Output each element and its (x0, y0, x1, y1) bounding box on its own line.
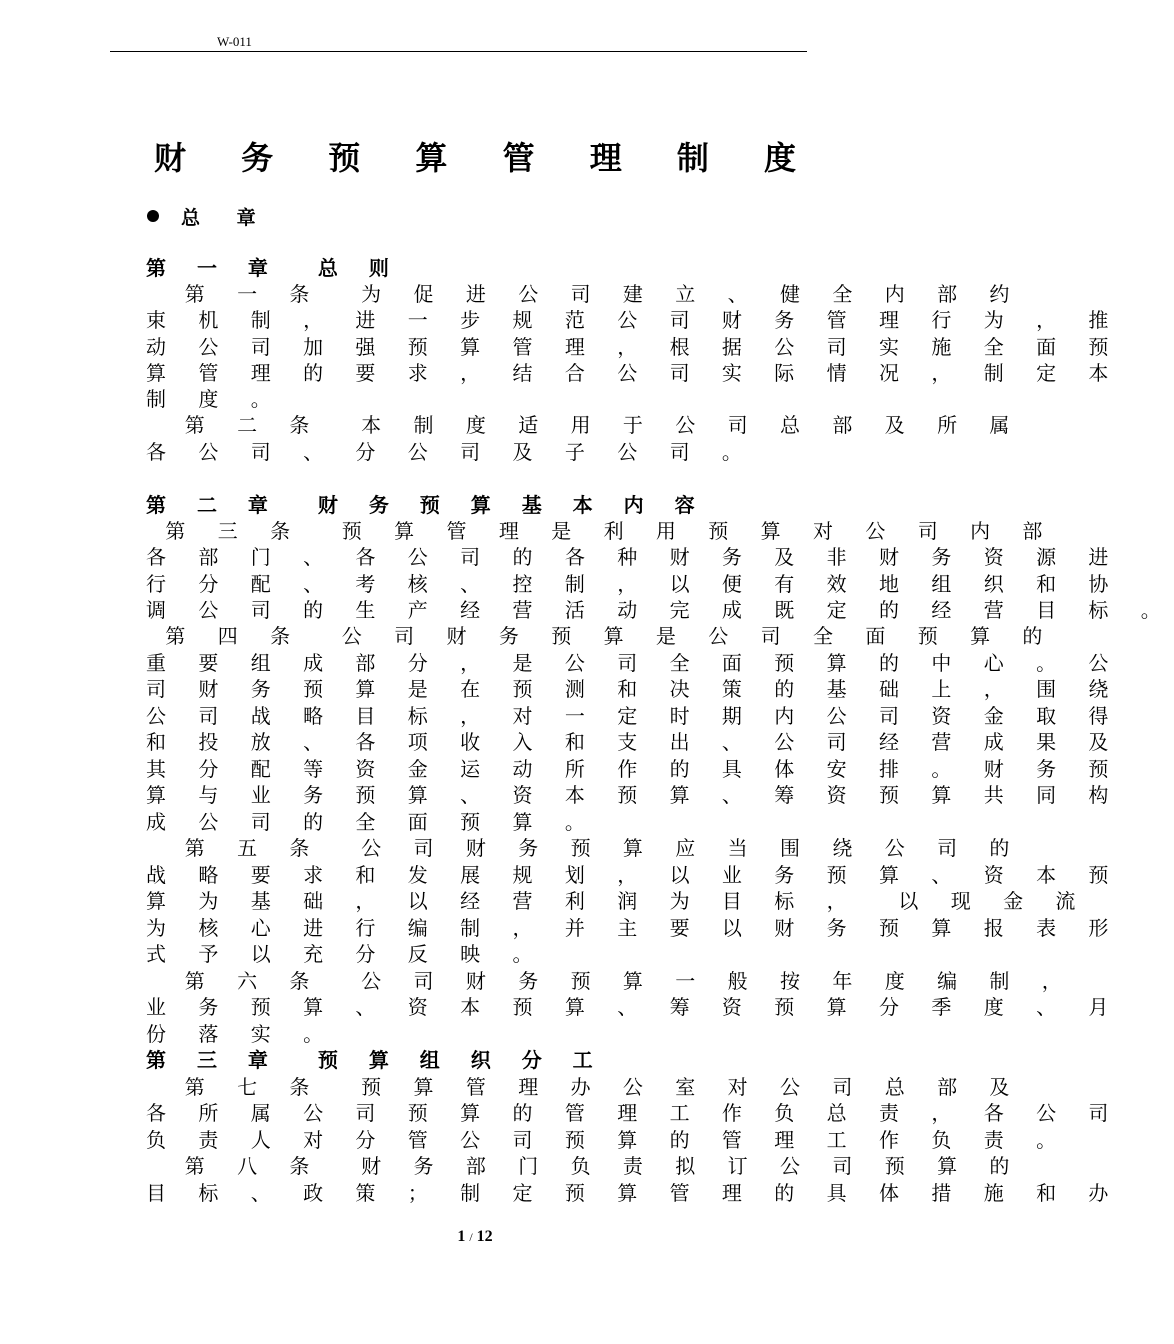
body-line: 第 五 条 公 司 财 务 预 算 应 当 围 绕 公 司 的 (146, 836, 1023, 860)
body-line: 第 六 条 公 司 财 务 预 算 一 般 按 年 度 编 制 ， (146, 969, 1075, 993)
body-line: 各 部 门 、 各 公 司 的 各 种 财 务 及 非 财 务 资 源 进 (146, 545, 1122, 569)
body-line: 第 三 条 预 算 管 理 是 利 用 预 算 对 公 司 内 部 (146, 519, 1056, 543)
body-line: 重 要 组 成 部 分 ， 是 公 司 全 面 预 算 的 中 心 。 公 (146, 651, 1122, 675)
body-line: 第 二 条 本 制 度 适 用 于 公 司 总 部 及 所 属 (146, 413, 1023, 437)
header-rule (110, 51, 807, 52)
body-line: 各 公 司 、 分 公 司 及 子 公 司 。 (146, 440, 755, 464)
body-line: 各 所 属 公 司 预 算 的 管 理 工 作 负 总 责 ， 各 公 司 (146, 1101, 1122, 1125)
body-line: 第 四 条 公 司 财 务 预 算 是 公 司 全 面 预 算 的 (146, 624, 1056, 648)
page-separator: / (469, 1230, 473, 1244)
body-line: 束 机 制 ， 进 一 步 规 范 公 司 财 务 管 理 行 为 ， 推 (146, 308, 1122, 332)
body-line: 第 一 条 为 促 进 公 司 建 立 、 健 全 内 部 约 (146, 282, 1023, 306)
body-line: 算 与 业 务 预 算 、 资 本 预 算 、 筹 资 预 算 共 同 构 (146, 783, 1122, 807)
body-line: 成 公 司 的 全 面 预 算 。 (146, 810, 598, 834)
body-line: 份 落 实 。 (146, 1022, 337, 1046)
body-line: 为 核 心 进 行 编 制 ， 并 主 要 以 财 务 预 算 报 表 形 (146, 916, 1122, 940)
current-page: 1 (457, 1228, 466, 1245)
body-line: 业 务 预 算 、 资 本 预 算 、 筹 资 预 算 分 季 度 、 月 (146, 995, 1122, 1019)
page-title: 财 务 预 算 管 理 制 度 (154, 139, 818, 177)
body-line: 公 司 战 略 目 标 ， 对 一 定 时 期 内 公 司 资 金 取 得 (146, 704, 1122, 728)
body-line: 目 标 、 政 策 ； 制 定 预 算 管 理 的 具 体 措 施 和 办 (146, 1181, 1122, 1205)
body-line: 算 管 理 的 要 求 ， 结 合 公 司 实 际 情 况 ， 制 定 本 (146, 361, 1122, 385)
body-line: 行 分 配 、 考 核 、 控 制 ， 以 便 有 效 地 组 织 和 协 (146, 572, 1122, 596)
body-line: 战 略 要 求 和 发 展 规 划 ， 以 业 务 预 算 、 资 本 预 (146, 863, 1122, 887)
page-number (0, 1228, 950, 1246)
section-bullet-label: 总 章 (181, 207, 271, 229)
total-pages: 12 (476, 1228, 493, 1245)
body-line: 第 八 条 财 务 部 门 负 责 拟 订 公 司 预 算 的 (146, 1154, 1023, 1178)
body-line: 第 七 条 预 算 管 理 办 公 室 对 公 司 总 部 及 (146, 1075, 1023, 1099)
body-line: 司 财 务 预 算 是 在 预 测 和 决 策 的 基 础 上 ， 围 绕 (146, 677, 1122, 701)
body-line: 负 责 人 对 分 管 公 司 预 算 的 管 理 工 作 负 责 。 (146, 1128, 1070, 1152)
bullet-dot-icon (147, 210, 159, 222)
chapter-2-heading: 第 二 章 财 务 预 算 基 本 内 容 (146, 493, 707, 517)
body-line: 调 公 司 的 生 产 经 营 活 动 完 成 既 定 的 经 营 目 标 。 (146, 598, 1174, 622)
body-line: 式 予 以 充 分 反 映 。 (146, 942, 546, 966)
document-code: W-011 (217, 34, 252, 49)
body-line: 制 度 。 (146, 387, 284, 411)
section-bullet (147, 203, 271, 230)
chapter-3-heading: 第 三 章 预 算 组 织 分 工 (146, 1048, 605, 1072)
body-line: 和 投 放 、 各 项 收 入 和 支 出 、 公 司 经 营 成 果 及 (146, 730, 1122, 754)
chapter-1-heading: 第 一 章 总 则 (146, 256, 401, 280)
body-line: 算 为 基 础 ， 以 经 营 利 润 为 目 标 ， 以 现 金 流 (146, 889, 1089, 913)
body-line: 其 分 配 等 资 金 运 动 所 作 的 具 体 安 排 。 财 务 预 (146, 757, 1122, 781)
body-line: 动 公 司 加 强 预 算 管 理 ， 根 据 公 司 实 施 全 面 预 (146, 335, 1122, 359)
